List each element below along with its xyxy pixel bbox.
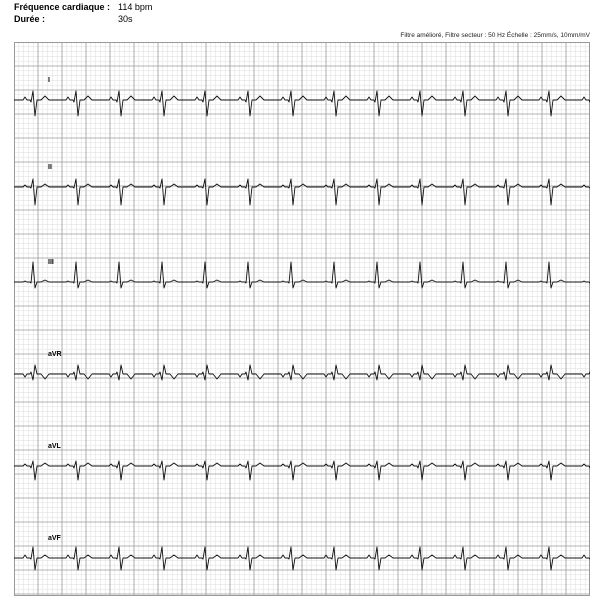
lead-label-ii: II: [48, 164, 52, 171]
lead-label-i: I: [48, 77, 50, 84]
lead-label-avr: aVR: [48, 351, 62, 358]
heart-rate-value: 114 bpm: [118, 2, 153, 12]
duration-label: Durée :: [14, 14, 46, 24]
lead-label-avl: aVL: [48, 443, 61, 450]
duration-value: 30s: [118, 14, 133, 24]
heart-rate-label: Fréquence cardiaque :: [14, 2, 111, 12]
recording-info: [14, 1, 152, 25]
heart-rate-row: [14, 1, 152, 13]
filter-scale-note: Filtre amélioré, Filtre secteur : 50 Hz Échelle : 25mm/s, 10mm/mV: [400, 32, 590, 39]
ecg-svg: [14, 42, 590, 596]
ecg-strip: [14, 42, 590, 596]
lead-label-iii: III: [48, 259, 54, 266]
lead-label-avf: aVF: [48, 535, 61, 542]
duration-row: [14, 13, 152, 25]
